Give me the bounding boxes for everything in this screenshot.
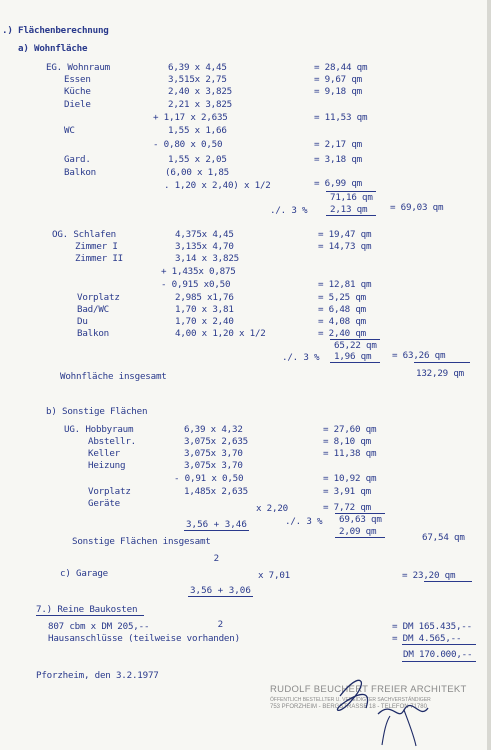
deduction-rule <box>330 362 380 363</box>
calc-cell: 1,70 x 2,40 <box>175 316 234 327</box>
room-label: Vorplatz <box>77 292 120 303</box>
calc-cell: 3,135x 4,70 <box>175 241 234 252</box>
og-sum: 65,22 qm <box>334 340 377 351</box>
room-label: Diele <box>64 99 91 110</box>
room-label: WC <box>64 125 75 136</box>
room-label: Heizung <box>88 460 126 471</box>
garage-total: = 23,20 qm <box>402 570 456 581</box>
room-label: Küche <box>64 86 91 97</box>
result-cell: = 2,17 qm <box>314 139 362 150</box>
room-label: Du <box>77 316 88 327</box>
og-total: = 63,26 qm <box>392 350 446 361</box>
wohnflaeche-total-label: Wohnfläche insgesamt <box>60 371 167 382</box>
result-cell: = 11,53 qm <box>314 112 368 123</box>
stamp-line-1: RUDOLF BEUCHERT FREIER ARCHITEKT <box>270 684 467 695</box>
room-label: Balkon <box>77 328 109 339</box>
calc-cell: 4,00 x 1,20 x 1/2 <box>175 328 266 339</box>
room-label: OG. Schlafen <box>52 229 116 240</box>
calc-cell: 3,14 x 3,825 <box>175 253 239 264</box>
calc-cell: 6,39 x 4,45 <box>168 62 227 73</box>
calc-cell: - 0,915 x0,50 <box>161 279 231 290</box>
calc-cell: + 1,435x 0,875 <box>161 266 236 277</box>
room-label: Balkon <box>64 167 96 178</box>
eg-deduction: 2,13 qm <box>330 204 368 215</box>
baukosten-title: 7.) Reine Baukosten <box>36 604 138 615</box>
result-cell: = 10,92 qm <box>323 473 377 484</box>
calc-cell: 2,21 x 3,825 <box>168 99 232 110</box>
eg-sum: 71,16 qm <box>330 192 373 203</box>
calc-cell: 6,39 x 4,32 <box>184 424 243 435</box>
calc-cell: 2,985 x1,76 <box>175 292 234 303</box>
page-edge <box>487 0 491 750</box>
og-minus-percent: ./. 3 % <box>282 352 320 363</box>
calc-cell: 3,075x 3,70 <box>184 460 243 471</box>
baukosten-line1-label: 807 cbm x DM 205,-- <box>48 621 150 632</box>
total-rule <box>414 362 470 363</box>
calc-cell: (6,00 x 1,85 <box>165 167 229 178</box>
fraction-denominator: 2 <box>217 619 224 630</box>
result-cell: = 3,18 qm <box>314 154 362 165</box>
result-cell: = 6,48 qm <box>318 304 366 315</box>
result-cell: = 2,40 qm <box>318 328 366 339</box>
calc-cell: 1,485x 2,635 <box>184 486 248 497</box>
garage-fraction <box>188 563 253 641</box>
fraction-denominator: 2 <box>213 553 220 564</box>
wohnflaeche-total-value: 132,29 qm <box>416 368 464 379</box>
place-date: Pforzheim, den 3.2.1977 <box>36 670 159 681</box>
result-cell: = 11,38 qm <box>323 448 377 459</box>
baukosten-line2-label: Hausanschlüsse (teilweise vorhanden) <box>48 633 240 644</box>
result-cell: = 5,25 qm <box>318 292 366 303</box>
calc-cell: 1,70 x 3,81 <box>175 304 234 315</box>
eg-total: = 69,03 qm <box>390 202 444 213</box>
baukosten-line2-value: = DM 4.565,-- <box>392 633 462 644</box>
room-label: Vorplatz <box>88 486 131 497</box>
calc-cell: - 0,80 x 0,50 <box>153 139 223 150</box>
signature <box>300 660 450 750</box>
calc-cell: 4,375x 4,45 <box>175 229 234 240</box>
result-cell: = 12,81 qm <box>318 279 372 290</box>
result-cell: = 9,67 qm <box>314 74 362 85</box>
room-label: Abstellr. <box>88 436 136 447</box>
sonstige-deduction: 2,09 qm <box>339 526 377 537</box>
page-heading: .) Flächenberechnung <box>2 25 109 36</box>
fraction-numerator: 3,56 + 3,46 <box>186 519 247 530</box>
fraction-numerator: 3,56 + 3,06 <box>190 585 251 596</box>
room-label: UG. Hobbyraum <box>64 424 134 435</box>
room-label: Essen <box>64 74 91 85</box>
geraete-multiplier: x 2,20 <box>256 503 288 514</box>
calc-cell: 1,55 x 2,05 <box>168 154 227 165</box>
calc-cell: - 0,91 x 0,50 <box>174 473 244 484</box>
deduction-rule <box>326 215 376 216</box>
room-label: Zimmer I <box>75 241 118 252</box>
result-cell: = 3,91 qm <box>323 486 371 497</box>
calc-cell: 1,55 x 1,66 <box>168 125 227 136</box>
baukosten-total: DM 170.000,-- <box>403 649 473 660</box>
calc-cell: 3,075x 2,635 <box>184 436 248 447</box>
section-a-title: a) Wohnfläche <box>18 43 88 54</box>
calc-cell: 3,515x 2,75 <box>168 74 227 85</box>
room-label: EG. Wohnraum <box>46 62 110 73</box>
garage-multiplier: x 7,01 <box>258 570 290 581</box>
total-rule <box>402 644 476 645</box>
garage-label: c) Garage <box>60 568 108 579</box>
result-cell: = 8,10 qm <box>323 436 371 447</box>
stamp-line-2: ÖFFENTLICH BESTELLTER U. VEREIDIGTER SACHVERSTÄNDIGER <box>270 697 431 703</box>
room-label: Geräte <box>88 498 120 509</box>
sonstige-minus-percent: ./. 3 % <box>285 516 323 527</box>
room-label: Zimmer II <box>75 253 123 264</box>
result-cell: = 14,73 qm <box>318 241 372 252</box>
total-rule <box>424 581 472 582</box>
result-cell: = 9,18 qm <box>314 86 362 97</box>
og-deduction: 1,96 qm <box>334 351 372 362</box>
deduction-rule <box>335 537 385 538</box>
calc-cell: 2,40 x 3,825 <box>168 86 232 97</box>
sonstige-total-value: 67,54 qm <box>422 532 465 543</box>
title-underline <box>36 615 144 616</box>
sonstige-total-label: Sonstige Flächen insgesamt <box>72 536 211 547</box>
result-cell: = 28,44 qm <box>314 62 368 73</box>
result-cell: = 27,60 qm <box>323 424 377 435</box>
stamp-line-3: 753 PFORZHEIM - BERGSTRASSE 18 - TELEFON 71780 <box>270 704 427 710</box>
eg-minus-percent: ./. 3 % <box>270 205 308 216</box>
room-label: Gard. <box>64 154 91 165</box>
room-label: Keller <box>88 448 120 459</box>
result-cell: = 4,08 qm <box>318 316 366 327</box>
calc-cell: . 1,20 x 2,40) x 1/2 <box>164 180 271 191</box>
result-cell: = 7,72 qm <box>323 502 371 513</box>
result-cell: = 6,99 qm <box>314 178 362 189</box>
calc-cell: + 1,17 x 2,635 <box>153 112 228 123</box>
result-cell: = 19,47 qm <box>318 229 372 240</box>
calc-cell: 3,075x 3,70 <box>184 448 243 459</box>
section-b-title: b) Sonstige Flächen <box>46 406 148 417</box>
baukosten-line1-value: = DM 165.435,-- <box>392 621 472 632</box>
sonstige-sum: 69,63 qm <box>339 514 382 525</box>
room-label: Bad/WC <box>77 304 109 315</box>
